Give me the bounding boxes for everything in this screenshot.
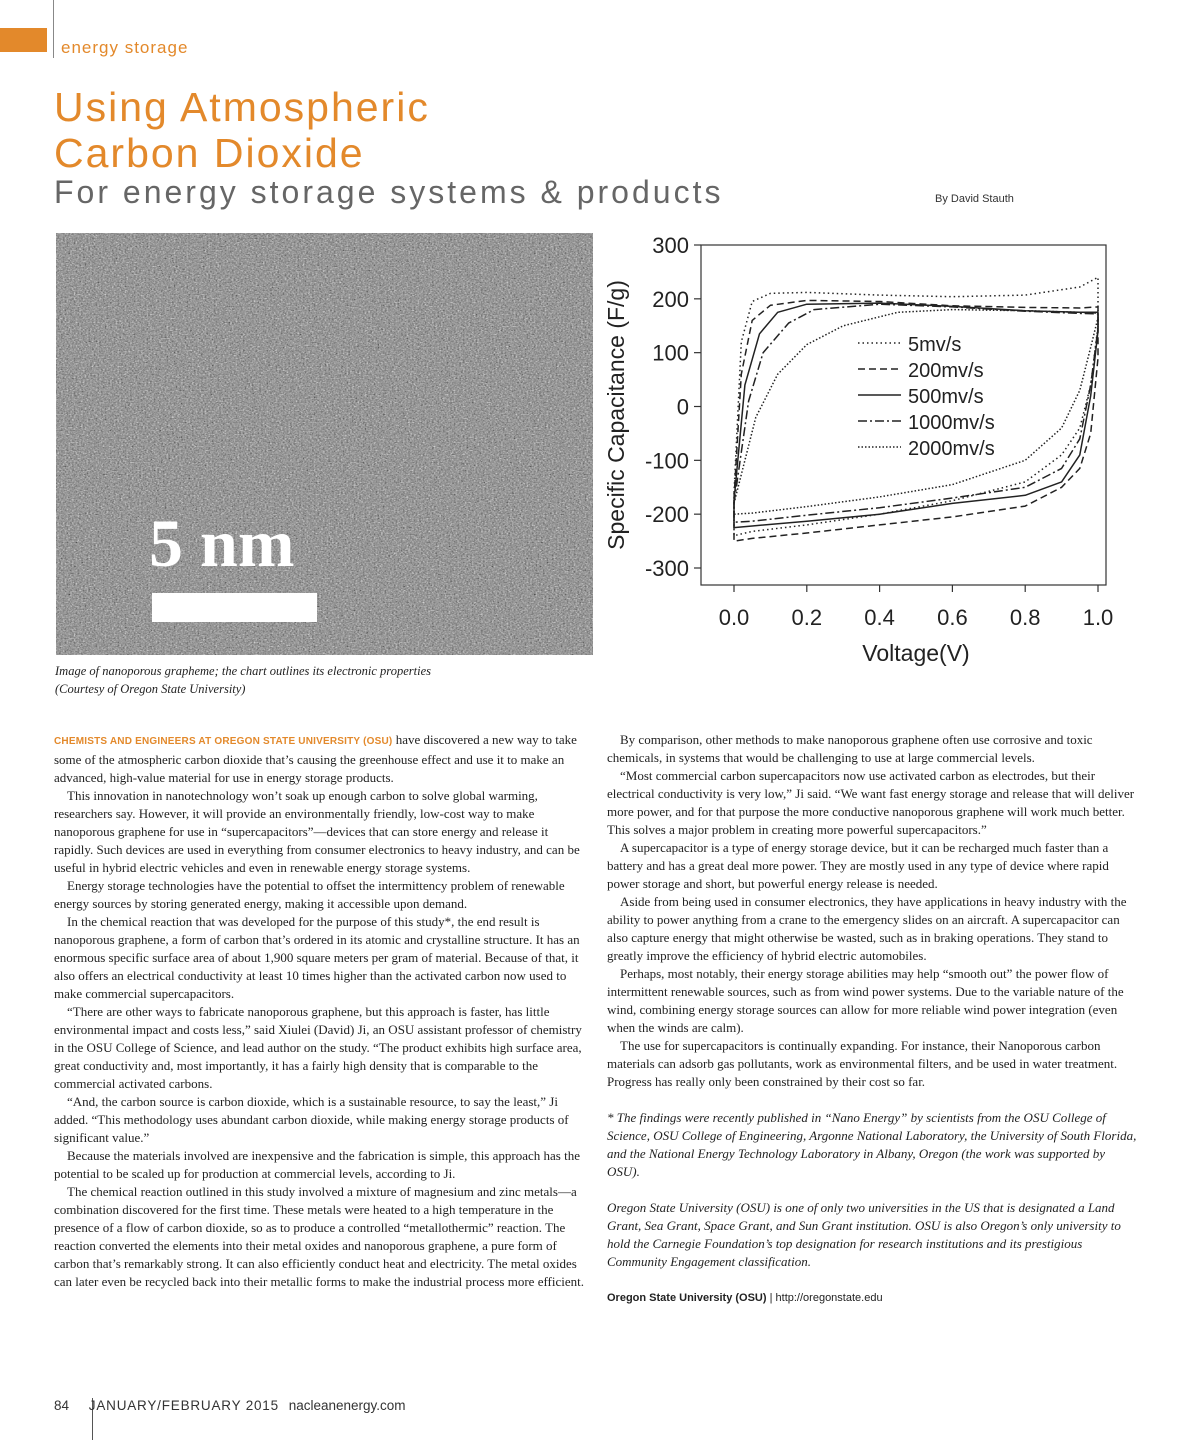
section-label: energy storage xyxy=(61,38,189,57)
paragraph: A supercapacitor is a type of energy storage device, but it can be recharged much faster than a battery and has a great deal more power. They are mostly used in any type of device where rapid power storage and short, but powerful energy release is needed. xyxy=(607,840,1109,891)
paragraph: Aside from being used in consumer electronics, they have applications in heavy industry with the ability to power anything from a crane to the emergency slides on an aircraft. A supercapacitor can also capture energy that might otherwise be wasted, such as in braking operations. They stand to greatly improve the efficiency of hybrid electric automobiles. xyxy=(607,894,1127,963)
x-tick-label: 0.4 xyxy=(864,605,895,630)
paragraph: CHEMISTS AND ENGINEERS AT OREGON STATE UNIVERSITY (OSU) have discovered a new way to take some of the atmospheric carbon dioxide that’s causing the greenhouse effect and use it to make an advanced, high-value material for use in energy storage products. xyxy=(54,732,577,785)
page-footer xyxy=(54,1398,406,1413)
about-osu: Oregon State University (OSU) is one of only two universities in the US that is designated a Land Grant, Sea Grant, Space Grant, and Sun Grant institution. OSU is also Oregon’s only university to hold the Carnegie Foundation’s top designation for research institutions and its prestigious Community Engagement classification. xyxy=(607,1200,1121,1269)
issue-date: JANUARY/FEBRUARY 2015 xyxy=(88,1398,279,1413)
x-axis-label: Voltage(V) xyxy=(862,640,970,666)
source-line: Oregon State University (OSU) | http://oregonstate.edu xyxy=(607,1292,883,1304)
legend-label: 500mv/s xyxy=(908,386,984,408)
caption-line-1: Image of nanoporous grapheme; the chart outlines its electronic properties xyxy=(55,664,431,678)
section-tab xyxy=(0,28,47,52)
paragraph: “And, the carbon source is carbon dioxide, which is a sustainable resource, to say the least,” Ji added. “This methodology uses abundant carbon dioxide, while making energy storage products of significant value.” xyxy=(54,1094,569,1145)
y-tick-label: 200 xyxy=(652,286,689,312)
paragraph: The use for supercapacitors is continually expanding. For instance, their Nanoporous carbon materials can adsorb gas pollutants, work as environmental filters, and be used in water treatment. Progress has really only been constrained by their cost so far. xyxy=(607,1038,1118,1089)
caption-line-2: (Courtesy of Oregon State University) xyxy=(55,682,246,696)
micrograph-texture xyxy=(56,233,593,655)
footnote: * The findings were recently published in “Nano Energy” by scientists from the OSU College of Science, OSU College of Engineering, Argonne National Laboratory, the University of South Florida, and the National Energy Technology Laboratory in Albany, Oregon (the work was supported by OSU). xyxy=(607,1110,1137,1179)
paragraph: The chemical reaction outlined in this study involved a mixture of magnesium and zinc metals—a combination discovered for the first time. These metals were heated to a high temperature in the presence of a flow of carbon dioxide, so as to produce a controlled “metallothermic” reaction. The reaction converted the elements into their metal oxides and nanoporous graphene, a pure form of carbon that’s remarkably strong. It can also efficiently conduct heat and electricity. The metal oxides can later even be recycled back into their metallic forms to make the industrial process more efficient. xyxy=(54,1184,585,1289)
paragraph: Energy storage technologies have the potential to offset the intermittency problem of renewable energy sources by storing generated energy, making it accessible upon demand. xyxy=(54,878,565,911)
legend-label: 200mv/s xyxy=(908,360,984,382)
site-name[interactable]: nacleanenergy.com xyxy=(288,1398,406,1413)
paragraph: This innovation in nanotechnology won’t soak up enough carbon to solve global warming, researchers say. However, it will provide an environmentally friendly, low-cost way to make nanoporous graphene for use in “supercapacitors”—devices that can store energy and release it rapidly. Such devices are used in everything from consumer electronics to heavy industry, and can be useful in hybrid electric vehicles and even in renewable energy storage systems. xyxy=(54,788,580,875)
scale-bar xyxy=(152,593,317,622)
paragraph: Perhaps, most notably, their energy storage abilities may help “smooth out” the power flow of intermittent renewable sources, such as from wind power systems. Due to the variable nature of the wind, combining energy storage sources can allow for more reliable wind power integration (even when the winds are calm). xyxy=(607,966,1124,1035)
x-tick-label: 0.8 xyxy=(1009,605,1041,630)
article-column-left xyxy=(54,731,590,1291)
y-tick-label: -200 xyxy=(644,502,689,528)
y-tick-label: -300 xyxy=(644,556,689,581)
capacitance-chart xyxy=(596,228,1136,673)
legend-label: 5mv/s xyxy=(908,334,962,356)
lead-in: CHEMISTS AND ENGINEERS AT OREGON STATE UNIVERSITY (OSU) xyxy=(54,736,393,747)
byline: By David Stauth xyxy=(935,193,1014,205)
y-tick-label: 0 xyxy=(676,394,689,420)
paragraph: In the chemical reaction that was developed for the purpose of this study*, the end result is nanoporous graphene, a form of carbon that’s ordered in its atomic and crystalline structure. It has an enormous specific surface area of about 1,900 square meters per gram of material. Because of that, it also offers an electrical conductivity at least 10 times higher than the activated carbon now used to make commercial supercapacitors. xyxy=(54,914,580,1001)
article-title xyxy=(54,84,430,176)
chart-legend xyxy=(858,334,995,460)
page-number: 84 xyxy=(54,1398,70,1413)
x-tick-label: 0.0 xyxy=(718,605,750,630)
paragraph: “There are other ways to fabricate nanoporous graphene, but this approach is faster, has little environmental impact and costs less,” said Xiulei (David) Ji, an OSU assistant professor of chemistry in the OSU College of Science, and lead author on the study. “The product exhibits high surface area, great conductivity and, most importantly, it has a fairly high density that is comparable to the commercial activated carbons. xyxy=(54,1004,582,1091)
y-axis-ticks xyxy=(645,233,701,581)
article-column-right xyxy=(607,731,1139,1307)
y-tick-label: 300 xyxy=(652,233,689,258)
paragraph: By comparison, other methods to make nanoporous graphene often use corrosive and toxic chemicals, in systems that would be challenging to use at large commercial levels. xyxy=(607,732,1093,765)
plot-frame xyxy=(701,245,1106,585)
y-axis-label: Specific Capacitance (F/g) xyxy=(603,280,629,550)
x-tick-label: 0.6 xyxy=(937,605,968,630)
scale-bar-label: 5 nm xyxy=(149,505,295,581)
title-line-1: Using Atmospheric xyxy=(54,84,430,130)
series-curves xyxy=(734,277,1098,541)
paragraph: Because the materials involved are inexpensive and the fabrication is simple, this approach has the potential to be scaled up for production at commercial levels, according to Ji. xyxy=(54,1148,580,1181)
x-tick-label: 1.0 xyxy=(1082,605,1114,630)
legend-label: 1000mv/s xyxy=(908,412,995,434)
y-tick-label: -100 xyxy=(644,448,689,474)
x-tick-label: 0.2 xyxy=(791,605,823,630)
legend-label: 2000mv/s xyxy=(908,438,995,460)
source-org: Oregon State University (OSU) xyxy=(607,1292,767,1304)
source-url[interactable]: http://oregonstate.edu xyxy=(775,1292,883,1304)
paragraph: “Most commercial carbon supercapacitors now use activated carbon as electrodes, but their electrical conductivity is very low,” Ji said. “We want fast energy storage and release that will deliver more power, and for that purpose the more conductive nanoporous graphene will work much better. This solves a major problem in creating more powerful supercapacitors.” xyxy=(607,768,1135,837)
header-rule xyxy=(53,0,54,58)
x-axis-ticks xyxy=(719,585,1114,630)
y-tick-label: 100 xyxy=(652,340,689,366)
graphene-micrograph xyxy=(56,233,593,655)
figure-caption xyxy=(55,662,575,698)
title-line-2: Carbon Dioxide xyxy=(54,130,365,176)
article-subtitle: For energy storage systems & products xyxy=(54,174,724,210)
